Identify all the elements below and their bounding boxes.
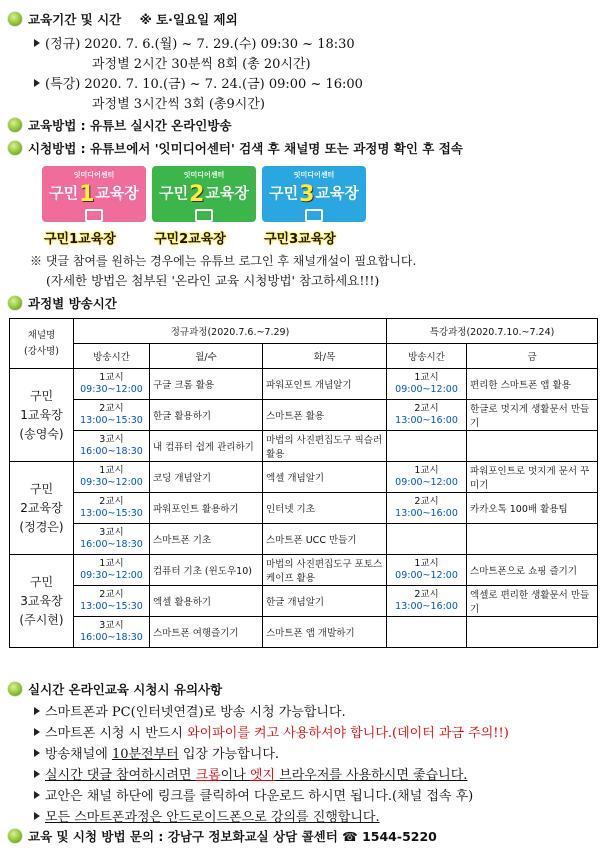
studio-card-1 [42, 166, 146, 222]
fri-course-cell: 한글로 멋지게 생활문서 만들기 [467, 400, 598, 431]
schedule-heading-row [8, 294, 117, 312]
table-row [10, 400, 598, 431]
triangle-bullet-icon [34, 79, 40, 87]
weekend-note: ※ 토·일요일 제외 [139, 12, 238, 27]
fri-course-cell: 파워포인트로 멋지게 문서 꾸미기 [467, 462, 598, 493]
monwed-course-cell: 한글 활용하기 [150, 400, 263, 431]
schedule-heading: 과정별 방송시간 [28, 296, 117, 311]
monwed-course-cell: 파워포인트 활용하기 [150, 493, 263, 524]
session-cell: 2교시 13:00~15:30 [74, 400, 150, 431]
monwed-course-cell: 컴퓨터 기초 (윈도우10) [150, 555, 263, 586]
monwed-course-cell: 엑셀 활용하기 [150, 586, 263, 617]
comment-note-line1: ※ 댓글 참여를 원하는 경우에는 유튜브 로그인 후 채널개설이 필요합니다. [30, 254, 417, 268]
sub-monwed-header: 월/수 [150, 344, 263, 369]
card-title: 구민3교육장 [269, 182, 359, 207]
col-special-header: 특강과정(2020.7.10.~7.24) [387, 319, 598, 344]
triangle-bullet-icon [34, 770, 40, 778]
session-cell: 1교시 09:30~12:00 [74, 462, 150, 493]
fri-course-cell [467, 431, 598, 462]
triangle-bullet-icon [34, 812, 40, 820]
tuethu-course-cell: 파워포인트 개념알기 [263, 369, 387, 400]
comment-note-line2: (자세한 방법은 첨부된 '온라인 교육 시청방법' 참고하세요!!!) [46, 273, 380, 288]
green-bullet-icon [8, 12, 22, 26]
special-session-cell: 1교시 09:00~12:00 [387, 369, 467, 400]
tuethu-course-cell: 마법의 사진편집도구 포토스케이프 활용 [263, 555, 387, 586]
session-cell: 3교시 16:00~18:30 [74, 431, 150, 462]
card-top-label: 잇미디어센터 [293, 171, 335, 179]
period-heading-row [8, 10, 238, 28]
session-cell: 3교시 16:00~18:30 [74, 524, 150, 555]
studio-caption-1: 구민1교육장 [44, 232, 116, 247]
notes-heading: 실시간 온라인교육 시청시 유의사항 [28, 682, 223, 697]
session-cell: 1교시 09:30~12:00 [74, 555, 150, 586]
table-row [10, 617, 598, 648]
fri-course-cell [467, 617, 598, 648]
triangle-bullet-icon [34, 749, 40, 757]
triangle-bullet-icon [34, 728, 40, 736]
note-1: 스마트폰과 PC(인터넷연결)로 방송 시청 가능합니다. [34, 701, 346, 720]
viewing-row [8, 139, 463, 157]
special-session-cell: 1교시 09:00~12:00 [387, 555, 467, 586]
note-3: 방송채널에 10분전부터 입장 가능합니다. [34, 743, 279, 762]
sub-time-header: 방송시간 [74, 344, 150, 369]
fri-course-cell: 편리한 스마트폰 앱 활용 [467, 369, 598, 400]
fri-course-cell: 스마트폰으로 쇼핑 즐기기 [467, 555, 598, 586]
table-row [10, 524, 598, 555]
special-session-cell [387, 431, 467, 462]
notes-heading-row [8, 680, 222, 698]
fri-course-cell: 카카오톡 100배 활용팁 [467, 493, 598, 524]
green-bullet-icon [8, 682, 22, 696]
tuethu-course-cell: 스마트폰 활용 [263, 400, 387, 431]
studio-cell: 구민 3교육장 (주시현) [10, 555, 74, 648]
contact-row [8, 827, 437, 845]
monwed-course-cell: 코딩 개념알기 [150, 462, 263, 493]
special-session-cell: 2교시 13:00~16:00 [387, 493, 467, 524]
green-bullet-icon [8, 118, 22, 132]
note-4: 실시간 댓글 참여하시려면 크롬이나 엣지 브라우저를 사용하시면 좋습니다. [34, 764, 467, 783]
session-cell: 3교시 16:00~18:30 [74, 617, 150, 648]
triangle-bullet-icon [34, 791, 40, 799]
card-top-label: 잇미디어센터 [73, 171, 115, 179]
viewing-heading: 시청방법 : 유튜브에서 '잇미디어센터' 검색 후 채널명 또는 과정명 확인 후 접속 [28, 141, 463, 156]
table-row [10, 493, 598, 524]
tv-icon [85, 209, 103, 222]
card-title: 구민1교육장 [49, 182, 139, 207]
studio-card-3 [262, 166, 366, 222]
triangle-bullet-icon [34, 39, 40, 47]
session-cell: 1교시 09:30~12:00 [74, 369, 150, 400]
tv-icon [305, 209, 323, 222]
studio-caption-2: 구민2교육장 [154, 232, 226, 247]
studio-caption-3: 구민3교육장 [264, 232, 336, 247]
method-heading: 교육방법 : 유튜브 실시간 온라인방송 [28, 118, 232, 133]
triangle-bullet-icon [34, 707, 40, 715]
note-2: 스마트폰 시청 시 반드시 와이파이를 켜고 사용하셔야 합니다.(데이터 과금 주의!!) [34, 722, 509, 741]
session-cell: 2교시 13:00~15:30 [74, 493, 150, 524]
session-cell: 2교시 13:00~15:30 [74, 586, 150, 617]
sub-tuethu-header: 화/목 [263, 344, 387, 369]
special-session-cell: 2교시 13:00~16:00 [387, 400, 467, 431]
special-period-line [34, 73, 363, 92]
table-row [10, 586, 598, 617]
special-session-cell: 2교시 13:00~16:00 [387, 586, 467, 617]
regular-period-text: (정규) 2020. 7. 6.(월) ~ 7. 29.(수) 09:30 ~ 18:30 [45, 37, 355, 52]
monwed-course-cell: 내 컴퓨터 쉽게 관리하기 [150, 431, 263, 462]
card-top-label: 잇미디어센터 [183, 171, 225, 179]
contact-heading: 교육 및 시청 방법 문의 : 강남구 정보화교실 상담 콜센터 ☎ 1544-5220 [28, 829, 437, 844]
col-studio-header: 채널명 (강사명) [10, 319, 74, 369]
table-row [10, 369, 598, 400]
regular-period-detail: 과정별 2시간 30분씩 8회 (총 20시간) [92, 57, 311, 72]
sub-time2-header: 방송시간 [387, 344, 467, 369]
note-6: 모든 스마트폰과정은 안드로이드폰으로 강의를 진행합니다. [34, 806, 380, 825]
period-heading: 교육기간 및 시간 [28, 12, 122, 27]
note-5: 교안은 채널 하단에 링크를 클릭하여 다운로드 하시면 됩니다.(채널 접속 후) [34, 785, 473, 804]
studio-cell: 구민 2교육장 (정경은) [10, 462, 74, 555]
green-bullet-icon [8, 296, 22, 310]
tv-icon [195, 209, 213, 222]
special-session-cell [387, 524, 467, 555]
special-period-detail: 과정별 3시간씩 3회 (총9시간) [92, 97, 265, 112]
tuethu-course-cell: 인터넷 기초 [263, 493, 387, 524]
table-row [10, 555, 598, 586]
monwed-course-cell: 스마트폰 기초 [150, 524, 263, 555]
green-bullet-icon [8, 829, 22, 843]
sub-fri-header: 금 [467, 344, 598, 369]
special-session-cell: 1교시 09:00~12:00 [387, 462, 467, 493]
card-title: 구민2교육장 [159, 182, 249, 207]
schedule-table [9, 318, 598, 648]
studio-cell: 구민 1교육장 (송영숙) [10, 369, 74, 462]
studio-card-2 [152, 166, 256, 222]
tuethu-course-cell: 한글 개념알기 [263, 586, 387, 617]
table-row [10, 431, 598, 462]
green-bullet-icon [8, 141, 22, 155]
special-session-cell [387, 617, 467, 648]
fri-course-cell [467, 524, 598, 555]
special-period-text: (특강) 2020. 7. 10.(금) ~ 7. 24.(금) 09:00 ~ 16:00 [45, 77, 363, 92]
col-regular-header: 정규과정(2020.7.6.~7.29) [74, 319, 387, 344]
monwed-course-cell: 스마트폰 여행즐기기 [150, 617, 263, 648]
tuethu-course-cell: 스마트폰 UCC 만들기 [263, 524, 387, 555]
fri-course-cell: 엑셀로 편리한 생활문서 만들기 [467, 586, 598, 617]
regular-period-line [34, 33, 355, 52]
tuethu-course-cell: 마법의 사진편집도구 픽슬러 활용 [263, 431, 387, 462]
tuethu-course-cell: 엑셀 개념알기 [263, 462, 387, 493]
tuethu-course-cell: 스마트폰 앱 개발하기 [263, 617, 387, 648]
table-row [10, 462, 598, 493]
monwed-course-cell: 구글 크롬 활용 [150, 369, 263, 400]
method-row [8, 116, 232, 134]
